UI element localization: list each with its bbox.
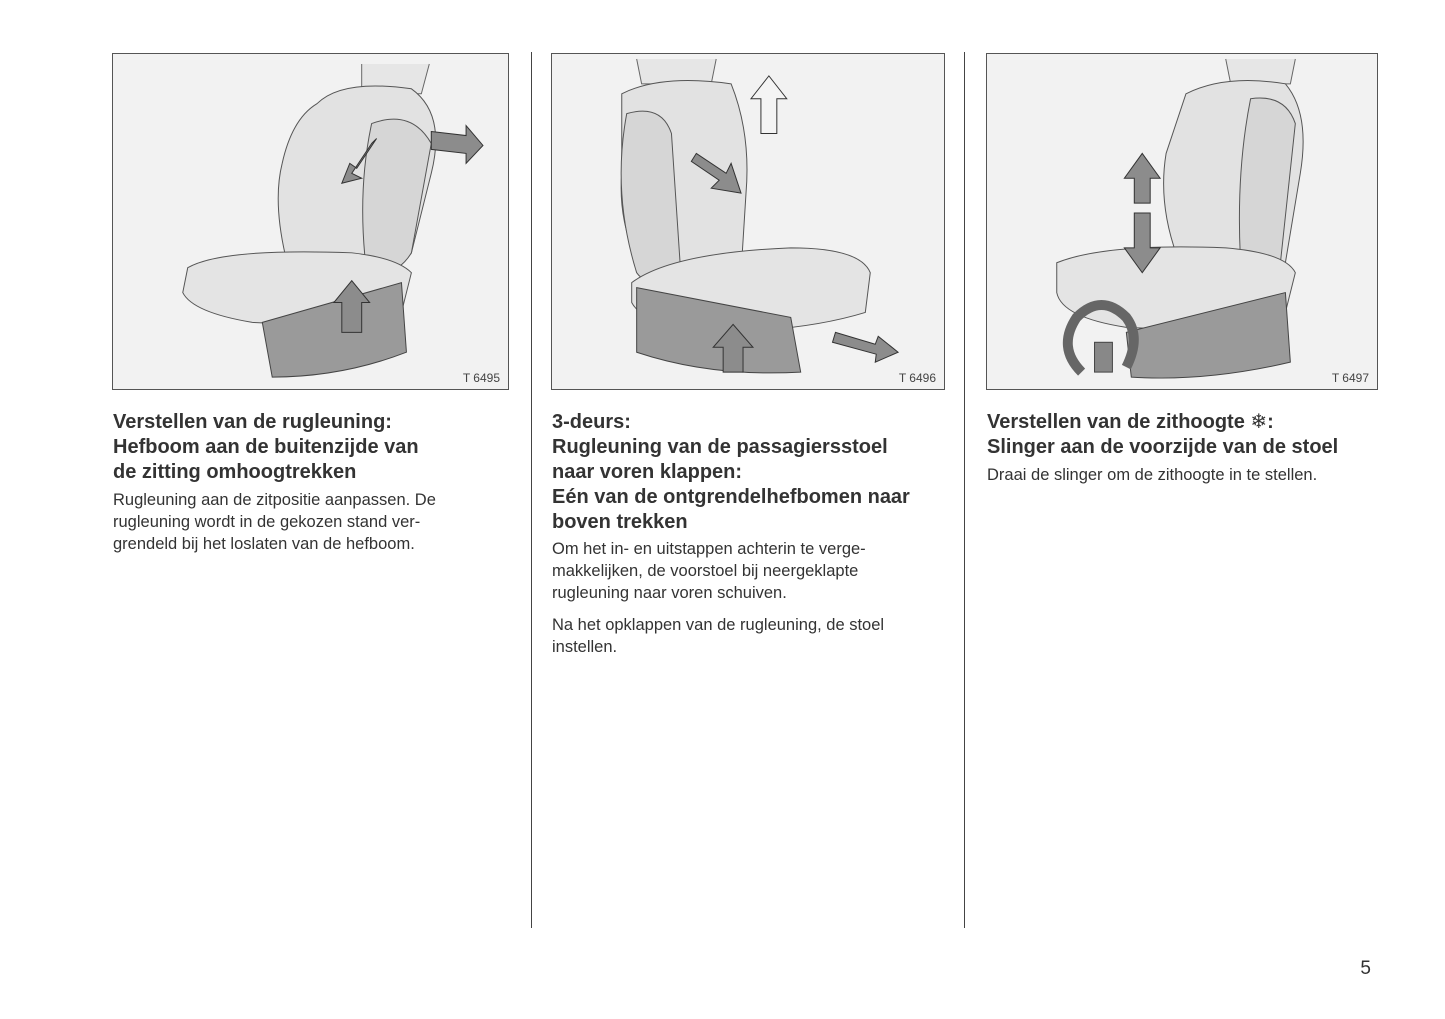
section-heading: Verstellen van de zithoogte ❄: Slinger aan de voorzijde van de stoel bbox=[987, 411, 1339, 458]
figure-code: T 6497 bbox=[1331, 371, 1369, 385]
section-body: Draai de slinger om de zithoogte in te stellen. bbox=[987, 466, 1318, 484]
section-body: Na het opklappen van de rugleuning, de stoel instellen. bbox=[552, 616, 885, 656]
figure-fold-forward bbox=[551, 53, 945, 390]
section-heading: Verstellen van de rugleuning: Hefboom aan de buitenzijde van de zitting omhoogtrekken bbox=[113, 411, 419, 483]
page-number: 5 bbox=[1360, 958, 1371, 979]
section-heading: 3-deurs: Rugleuning van de passagiersstoel naar voren klappen: Eén van de ontgrendelhefbomen naar boven trekken bbox=[552, 411, 910, 533]
seat-illustration bbox=[552, 54, 944, 389]
seat-illustration bbox=[987, 54, 1377, 389]
figure-code: T 6495 bbox=[462, 371, 500, 385]
section-body: Rugleuning aan de zitpositie aanpassen. De rugleuning wordt in de gekozen stand ver- grendeld bij het loslaten van de hefboom. bbox=[113, 491, 436, 553]
section-body: Om het in- en uitstappen achterin te verge- makkelijken, de voorstoel bij neergeklapte rugleuning naar voren schuiven. bbox=[552, 540, 866, 602]
seat-illustration bbox=[113, 54, 508, 389]
figure-backrest-lever bbox=[112, 53, 509, 390]
column-divider bbox=[531, 52, 532, 928]
figure-code: T 6496 bbox=[898, 371, 936, 385]
figure-seat-height bbox=[986, 53, 1378, 390]
column-divider bbox=[964, 52, 965, 928]
